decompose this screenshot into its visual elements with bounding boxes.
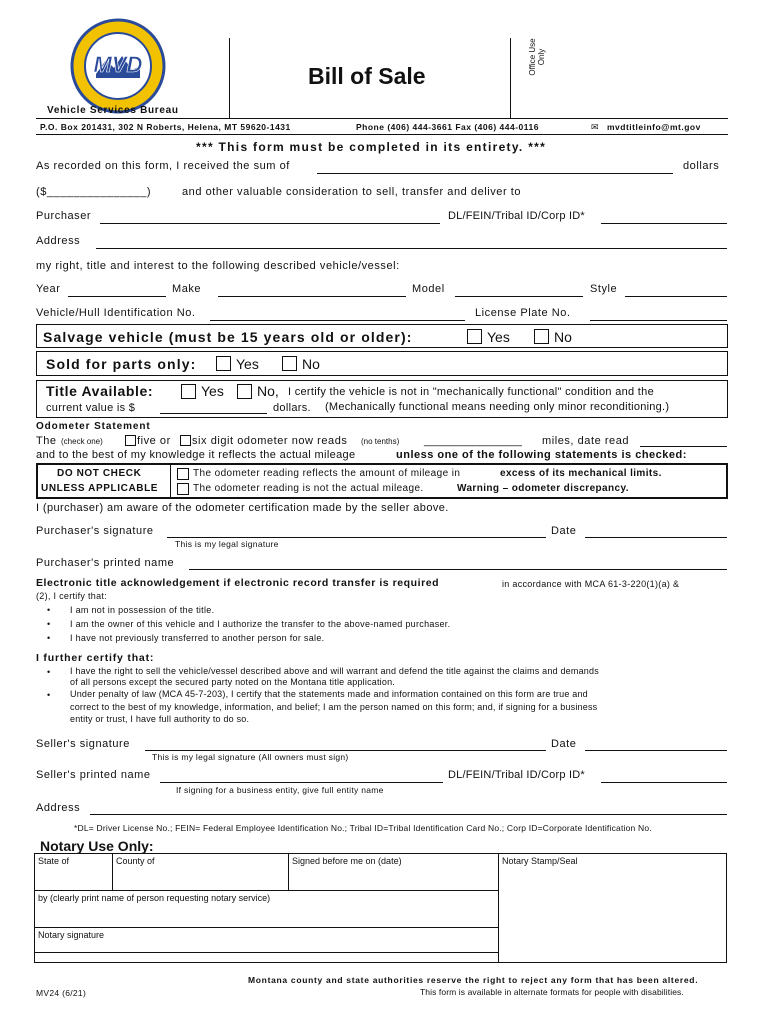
dollars-label: dollars <box>683 160 720 172</box>
bullet-icon: • <box>47 633 51 643</box>
excess-limits-bold: excess of its mechanical limits. <box>500 468 662 479</box>
title-available-label: Title Available: <box>46 383 154 399</box>
mvd-logo <box>66 16 170 116</box>
no-tenths-note: (no tenths) <box>361 437 400 446</box>
office-use-label: Office Use Only <box>528 38 546 76</box>
seller-date-label: Date <box>551 738 577 750</box>
seller-address-label: Address <box>36 802 81 814</box>
notary-signature-label: Notary signature <box>38 930 105 940</box>
plate-label: License Plate No. <box>475 307 571 319</box>
title-yes-checkbox[interactable] <box>181 384 196 399</box>
title-certify-text: I certify the vehicle is not in "mechanically functional" condition and the <box>288 386 654 398</box>
discrepancy-checkbox[interactable] <box>177 483 189 495</box>
style-field[interactable] <box>625 296 727 297</box>
purchaser-label: Purchaser <box>36 210 92 222</box>
discrepancy-text: The odometer reading is not the actual mileage. <box>193 483 424 494</box>
excess-limits-text: The odometer reading reflects the amount of mileage in <box>193 468 461 479</box>
purchaser-address-field[interactable] <box>96 248 727 249</box>
email-icon: ✉ <box>591 122 599 132</box>
odometer-the: The <box>36 435 57 447</box>
seller-date-field[interactable] <box>585 750 727 751</box>
seller-id-label: DL/FEIN/Tribal ID/Corp ID* <box>448 769 585 781</box>
salvage-no-label: No <box>554 329 572 345</box>
purchaser-id-label: DL/FEIN/Tribal ID/Corp ID* <box>448 210 585 222</box>
year-label: Year <box>36 283 61 295</box>
seller-printed-field[interactable] <box>160 782 443 783</box>
electronic-heading-rest: in accordance with MCA 61-3-220(1)(a) & <box>502 579 680 589</box>
electronic-item: I have not previously transferred to another person for sale. <box>70 633 325 643</box>
purchaser-signature-label: Purchaser's signature <box>36 525 154 537</box>
notary-county-label: County of <box>116 856 155 866</box>
logo-text: MVD <box>93 52 143 77</box>
sum-field[interactable] <box>317 173 673 174</box>
bullet-icon: • <box>47 619 51 629</box>
six-digit-label: six digit odometer now reads <box>192 435 348 447</box>
salvage-no-checkbox[interactable] <box>534 329 549 344</box>
bullet-icon: • <box>47 667 51 677</box>
five-digit-checkbox[interactable] <box>125 435 136 446</box>
page-title: Bill of Sale <box>308 63 426 89</box>
business-entity-note: If signing for a business entity, give full entity name <box>176 785 384 795</box>
purchaser-aware-text: I (purchaser) am aware of the odometer certification made by the seller above. <box>36 502 449 514</box>
sum-label: As recorded on this form, I received the sum of <box>36 160 290 172</box>
purchaser-printed-label: Purchaser's printed name <box>36 557 175 569</box>
odometer-line2-bold: unless one of the following statements is checked: <box>396 449 687 461</box>
miles-date-label: miles, date read <box>542 435 630 447</box>
purchaser-legal-note: This is my legal signature <box>175 539 279 549</box>
completion-banner: *** This form must be completed in its entirety. *** <box>196 140 547 154</box>
purchaser-field[interactable] <box>100 223 440 224</box>
address-label: Address <box>36 235 81 247</box>
notary-by-label: by (clearly print name of person requesting notary service) <box>38 893 271 903</box>
five-digit-label: five or <box>137 435 171 447</box>
check-one-note: (check one) <box>61 437 103 446</box>
title-yes-label: Yes <box>201 383 224 399</box>
discrepancy-warning: Warning – odometer discrepancy. <box>457 483 629 494</box>
electronic-item: I am the owner of this vehicle and I authorize the transfer to the above-named purchaser. <box>70 619 451 629</box>
notary-stamp-label: Notary Stamp/Seal <box>502 856 578 866</box>
style-label: Style <box>590 283 618 295</box>
notary-heading: Notary Use Only: <box>40 838 154 854</box>
parts-no-checkbox[interactable] <box>282 356 297 371</box>
salvage-yes-checkbox[interactable] <box>467 329 482 344</box>
purchaser-printed-field[interactable] <box>189 569 727 570</box>
notary-by-cell[interactable] <box>34 890 499 928</box>
parts-yes-checkbox[interactable] <box>216 356 231 371</box>
vin-field[interactable] <box>210 320 465 321</box>
electronic-heading: Electronic title acknowledgement if electronic record transfer is required <box>36 577 440 589</box>
header-rule <box>36 134 728 135</box>
odometer-reading-field[interactable]: ________________ <box>424 435 522 447</box>
seller-legal-note: This is my legal signature (All owners must sign) <box>152 752 349 762</box>
header-divider <box>510 38 511 118</box>
email-link[interactable]: mvdtitleinfo@mt.gov <box>607 122 701 132</box>
bullet-icon: • <box>47 605 51 615</box>
notary-signature-cell[interactable] <box>34 927 499 963</box>
parts-yes-label: Yes <box>236 356 259 372</box>
seller-signature-label: Seller's signature <box>36 738 130 750</box>
further-item1-line: I have the right to sell the vehicle/vessel described above and will warrant and defend the title against the claims and demands <box>70 666 599 676</box>
mailing-address: P.O. Box 201431, 302 N Roberts, Helena, MT 59620-1431 <box>40 122 291 132</box>
alternate-formats-note: This form is available in alternate formats for people with disabilities. <box>420 987 684 997</box>
dollars-text: dollars. <box>273 402 311 414</box>
phone-fax: Phone (406) 444-3661 Fax (406) 444-0116 <box>356 122 539 132</box>
unless-applicable-label: UNLESS APPLICABLE <box>41 483 159 494</box>
current-value-field[interactable] <box>160 413 267 414</box>
do-not-check-label: DO NOT CHECK <box>57 468 142 479</box>
seller-signature-field[interactable] <box>145 750 546 751</box>
further-item2-line: correct to the best of my knowledge, information, and belief; I am the person named on this form; and, if signing for a business <box>70 702 598 712</box>
consideration-text: and other valuable consideration to sell, transfer and deliver to <box>182 186 522 198</box>
seller-printed-label: Seller's printed name <box>36 769 151 781</box>
plate-field[interactable] <box>590 320 727 321</box>
six-digit-checkbox[interactable] <box>180 435 191 446</box>
header-divider <box>229 38 230 118</box>
notary-state-cell[interactable] <box>34 853 113 891</box>
reserve-notice: Montana county and state authorities reserve the right to reject any form that has been altered. <box>248 975 699 985</box>
notary-signed-label: Signed before me on (date) <box>292 856 402 866</box>
bullet-icon: • <box>47 690 51 700</box>
parts-no-label: No <box>302 356 320 372</box>
further-item1-line: of all persons except the secured party noted on the Montana title application. <box>70 677 395 687</box>
salvage-yes-label: Yes <box>487 329 510 345</box>
notary-signed-cell[interactable] <box>288 853 499 891</box>
further-item2-line: Under penalty of law (MCA 45-7-203), I certify that the statements made and information contained on this form are true and <box>70 689 588 699</box>
model-field[interactable] <box>455 296 583 297</box>
id-footnote: *DL= Driver License No.; FEIN= Federal Employee Identification No.; Tribal ID=Tribal Identification Card No.; Corp ID=Corporate Identification No. <box>74 823 652 833</box>
current-value-label: current value is $ <box>46 402 136 414</box>
parts-label: Sold for parts only: <box>46 356 197 372</box>
purchaser-id-field[interactable] <box>601 223 727 224</box>
model-label: Model <box>412 283 445 295</box>
further-heading: I further certify that: <box>36 652 155 664</box>
odometer-heading: Odometer Statement <box>36 421 151 432</box>
bureau-name: Vehicle Services Bureau <box>47 105 179 116</box>
mechanical-note: (Mechanically functional means needing only minor reconditioning.) <box>325 401 670 413</box>
make-field[interactable] <box>218 296 406 297</box>
purchaser-signature-field[interactable] <box>167 537 546 538</box>
form-number: MV24 (6/21) <box>36 988 87 998</box>
purchaser-date-field[interactable] <box>585 537 727 538</box>
notary-state-label: State of <box>38 856 70 866</box>
electronic-line2: (2), I certify that: <box>36 591 108 601</box>
seller-address-field[interactable] <box>90 814 727 815</box>
amount-field[interactable]: ($_______________) <box>36 186 152 198</box>
title-no-label: No, <box>257 383 279 399</box>
odometer-line2: and to the best of my knowledge it reflects the actual mileage <box>36 449 356 461</box>
header-rule <box>36 118 728 119</box>
title-no-checkbox[interactable] <box>237 384 252 399</box>
salvage-label: Salvage vehicle (must be 15 years old or older): <box>43 329 413 345</box>
notary-county-cell[interactable] <box>112 853 289 891</box>
year-field[interactable] <box>68 296 166 297</box>
seller-id-field[interactable] <box>601 782 727 783</box>
purchaser-date-label: Date <box>551 525 577 537</box>
notary-stamp-cell <box>498 853 727 963</box>
make-label: Make <box>172 283 202 295</box>
electronic-item: I am not in possession of the title. <box>70 605 215 615</box>
excess-limits-checkbox[interactable] <box>177 468 189 480</box>
vin-label: Vehicle/Hull Identification No. <box>36 307 196 319</box>
rights-text: my right, title and interest to the following described vehicle/vessel: <box>36 260 400 272</box>
further-item2-line: entity or trust, I have full authority to do so. <box>70 714 250 724</box>
date-read-field[interactable] <box>640 446 727 447</box>
